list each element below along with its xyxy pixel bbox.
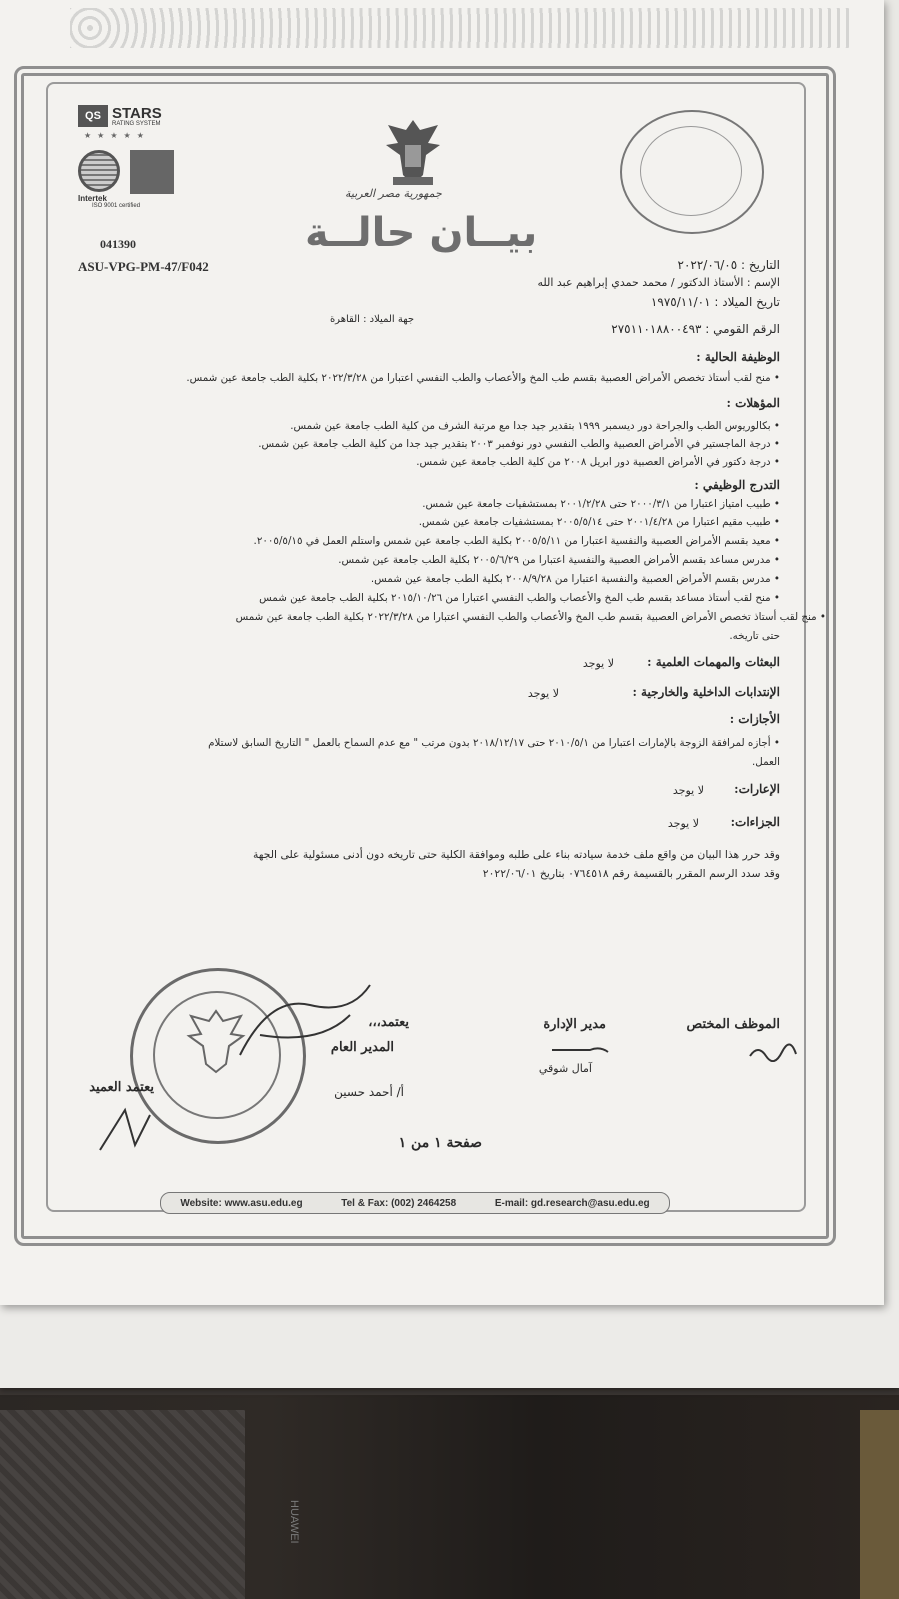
leaves-heading: الأجازات :	[729, 712, 780, 726]
admin-name: آمال شوقي	[538, 1062, 592, 1075]
footer-contact	[160, 1192, 670, 1214]
penalties-heading: الجزاءات:	[730, 815, 780, 829]
career-heading: التدرج الوظيفي :	[694, 478, 780, 492]
birth-place-line: جهة الميلاد : القاهرة	[329, 314, 414, 325]
form-code: ASU-VPG-PM-47/F042	[78, 259, 209, 274]
general-manager-name: أ/ أحمد حسين	[334, 1085, 404, 1099]
intertek-globe-icon	[78, 150, 120, 192]
loans-value: لا يوجد	[672, 784, 704, 797]
career-item: • منح لقب أستاذ مساعد بقسم طب المخ والأعصاب والطب النفسي اعتبارا من ٢٠١٥/١٠/٢٦ بكلية الطب جامعة عين شمس	[259, 592, 780, 604]
date-line: التاريخ : ٢٠٢٢/٠٦/٠٥	[677, 258, 780, 272]
page-title: بيــان حالــة	[305, 210, 538, 256]
research-sector-seal-icon	[620, 110, 764, 234]
missions-heading: البعثات والمهمات العلمية :	[647, 655, 780, 669]
career-item: حتى تاريخه.	[729, 630, 780, 642]
page-number: صفحة ١ من ١	[398, 1135, 482, 1151]
eagle-emblem-icon	[378, 115, 448, 190]
dean-heading: يعتمد العميد	[89, 1080, 154, 1095]
footer-tel: Tel & Fax: (002) 2464258	[341, 1197, 457, 1209]
loans-heading: الإعارات:	[734, 782, 780, 796]
qs-logo-icon: QS	[78, 105, 108, 127]
career-item: • مدرس مساعد بقسم الأمراض العصبية والنفسية اعتبارا من ٢٠٠٥/٦/٢٩ بكلية الطب جامعة عين شمس.	[338, 554, 780, 566]
ukas-logo-icon	[130, 150, 174, 194]
device-mark: HUAWEI	[288, 1500, 300, 1544]
national-id-line: الرقم القومي : ٢٧٥١١٠١٨٨٠٠٤٩٣	[611, 322, 780, 336]
admin-signature-icon	[550, 1040, 610, 1060]
leave-item: العمل.	[752, 756, 780, 768]
approve-heading: يعتمد،،،	[368, 1015, 409, 1030]
closing-line: وقد حرر هذا البيان من واقع ملف خدمة سيادته بناء على طلبه وموافقة الكلية حتى تاريخه دون أدنى مسئولية على الجهة	[253, 848, 780, 861]
intertek-label: Intertek	[78, 194, 107, 203]
doc-number: 041390	[100, 237, 136, 251]
secondments-value: لا يوجد	[527, 687, 559, 700]
admin-heading: مدير الإدارة	[543, 1017, 606, 1032]
current-job-text: • منح لقب أستاذ تخصص الأمراض العصبية بقسم طب المخ والأعصاب والطب النفسي اعتبارا من ٢٠٢٢/٣/٢٨ بكلية الطب جامعة عين شمس.	[186, 372, 780, 384]
certification-logos	[78, 105, 193, 240]
career-item: • مدرس بقسم الأمراض العصبية والنفسية اعتبارا من ٢٠٠٨/٩/٢٨ بكلية الطب جامعة عين شمس.	[370, 573, 780, 585]
wood-edge	[860, 1410, 899, 1599]
stars-label: STARS	[112, 104, 162, 122]
qualification-item: • درجة الماجستير في الأمراض العصبية والطب النفسي دور نوفمبر ٢٠٠٣ بتقدير جيد جدا من كلية الطب جامعة عين شمس.	[258, 438, 780, 450]
dean-signature-icon	[95, 1105, 155, 1155]
top-ornament	[70, 8, 850, 48]
career-item: • طبيب مقيم اعتبارا من ٢٠٠١/٤/٢٨ حتى ٢٠٠٥/٥/١٤ بمستشفيات جامعة عين شمس.	[418, 516, 780, 528]
footer-website: Website: www.asu.edu.eg	[180, 1197, 303, 1209]
penalties-value: لا يوجد	[667, 817, 699, 830]
iso-label: ISO 9001 certified	[92, 203, 141, 209]
qualification-item: • بكالوريوس الطب والجراحة دور ديسمبر ١٩٩٩ بتقدير جيد جدا مع مرتبة الشرف من كلية الطب جامعة عين شمس.	[290, 420, 780, 432]
footer-email: E-mail: gd.research@asu.edu.eg	[494, 1197, 650, 1209]
employee-heading: الموظف المختص	[686, 1017, 780, 1032]
general-manager-heading: المدير العام	[330, 1040, 394, 1055]
current-job-heading: الوظيفة الحالية :	[696, 350, 780, 364]
closing-line: وقد سدد الرسم المقرر بالقسيمة رقم ٠٧٦٤٥١٨ بتاريخ ٢٠٢٢/٠٦/٠١	[482, 867, 780, 880]
gov-label: جمهورية مصر العربية	[345, 187, 442, 200]
name-line: الإسم : الأستاذ الدكتور / محمد حمدي إبراهيم عبد الله	[537, 276, 780, 289]
leave-item: • أجازه لمرافقة الزوجة بالإمارات اعتبارا من ٢٠١٠/٥/١ حتى ٢٠١٨/١٢/١٧ بدون مرتب " مع عدم السماح بالعمل " التاريخ السابق لاستلام	[208, 737, 780, 749]
career-item: • منح لقب أستاذ تخصص الأمراض العصبية بقسم طب المخ والأعصاب والطب النفسي اعتبارا من ٢٠٢٢/٣/٢٨ بكلية الطب جامعة عين شمس	[235, 611, 826, 623]
star-rating-icon: ★★★★★	[84, 131, 150, 140]
qualification-item: • درجة دكتور في الأمراض العصبية دور ابريل ٢٠٠٨ من كلية الطب جامعة عين شمس.	[416, 456, 780, 468]
secondments-heading: الإنتدابات الداخلية والخارجية :	[632, 685, 780, 699]
fabric-background	[0, 1410, 245, 1599]
career-item: • معيد بقسم الأمراض العصبية والنفسية اعتبارا من ٢٠٠٥/٥/١١ بكلية الطب جامعة عين شمس واستلم العمل في ٢٠٠٥/٥/١٥.	[253, 535, 780, 547]
birth-date-line: تاريخ الميلاد : ١٩٧٥/١١/٠١	[650, 295, 780, 309]
career-item: • طبيب امتياز اعتبارا من ٢٠٠٠/٣/١ حتى ٢٠٠١/٢/٢٨ بمستشفيات جامعة عين شمس.	[422, 498, 780, 510]
qualifications-heading: المؤهلات :	[726, 396, 780, 410]
missions-value: لا يوجد	[582, 657, 614, 670]
employee-signature-icon	[748, 1042, 798, 1062]
approval-signature-icon	[230, 975, 380, 1065]
stars-sub: RATING SYSTEM	[112, 120, 161, 127]
